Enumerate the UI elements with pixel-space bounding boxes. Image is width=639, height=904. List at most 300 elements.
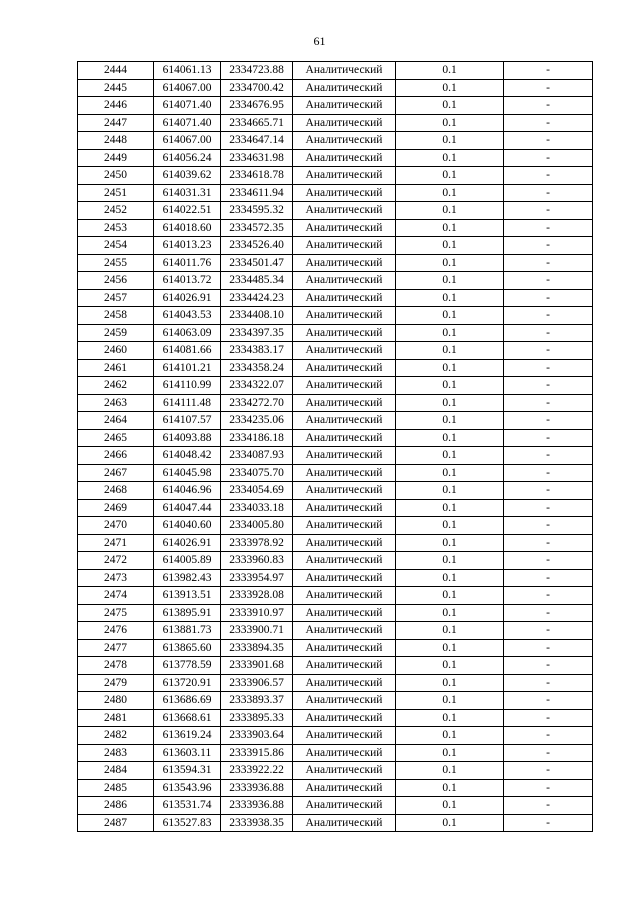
x-coordinate-cell: 614022.51 — [154, 202, 221, 220]
accuracy-cell: 0.1 — [396, 202, 504, 220]
description-cell: - — [504, 184, 593, 202]
method-cell: Аналитический — [293, 412, 396, 430]
accuracy-cell: 0.1 — [396, 132, 504, 150]
accuracy-cell: 0.1 — [396, 814, 504, 832]
accuracy-cell: 0.1 — [396, 709, 504, 727]
x-coordinate-cell: 613865.60 — [154, 639, 221, 657]
x-coordinate-cell: 614005.89 — [154, 552, 221, 570]
table-row — [78, 202, 593, 220]
x-coordinate-cell: 614013.23 — [154, 237, 221, 255]
table-row — [78, 482, 593, 500]
y-coordinate-cell: 2333906.57 — [221, 674, 293, 692]
point-number-cell: 2454 — [78, 237, 154, 255]
table-row — [78, 692, 593, 710]
accuracy-cell: 0.1 — [396, 114, 504, 132]
table-row — [78, 184, 593, 202]
point-number-cell: 2453 — [78, 219, 154, 237]
accuracy-cell: 0.1 — [396, 184, 504, 202]
description-cell: - — [504, 552, 593, 570]
accuracy-cell: 0.1 — [396, 237, 504, 255]
accuracy-cell: 0.1 — [396, 359, 504, 377]
table-row — [78, 762, 593, 780]
y-coordinate-cell: 2334647.14 — [221, 132, 293, 150]
method-cell: Аналитический — [293, 202, 396, 220]
accuracy-cell: 0.1 — [396, 622, 504, 640]
table-body — [78, 62, 593, 832]
accuracy-cell: 0.1 — [396, 254, 504, 272]
y-coordinate-cell: 2333960.83 — [221, 552, 293, 570]
point-number-cell: 2462 — [78, 377, 154, 395]
table-row — [78, 534, 593, 552]
table-row — [78, 307, 593, 325]
method-cell: Аналитический — [293, 622, 396, 640]
point-number-cell: 2484 — [78, 762, 154, 780]
y-coordinate-cell: 2334408.10 — [221, 307, 293, 325]
y-coordinate-cell: 2334572.35 — [221, 219, 293, 237]
x-coordinate-cell: 613720.91 — [154, 674, 221, 692]
accuracy-cell: 0.1 — [396, 377, 504, 395]
description-cell: - — [504, 674, 593, 692]
x-coordinate-cell: 614093.88 — [154, 429, 221, 447]
y-coordinate-cell: 2334087.93 — [221, 447, 293, 465]
y-coordinate-cell: 2333910.97 — [221, 604, 293, 622]
point-number-cell: 2461 — [78, 359, 154, 377]
description-cell: - — [504, 237, 593, 255]
method-cell: Аналитический — [293, 727, 396, 745]
y-coordinate-cell: 2334005.80 — [221, 517, 293, 535]
x-coordinate-cell: 613543.96 — [154, 779, 221, 797]
x-coordinate-cell: 614040.60 — [154, 517, 221, 535]
description-cell: - — [504, 727, 593, 745]
y-coordinate-cell: 2333928.08 — [221, 587, 293, 605]
accuracy-cell: 0.1 — [396, 744, 504, 762]
y-coordinate-cell: 2333954.97 — [221, 569, 293, 587]
accuracy-cell: 0.1 — [396, 569, 504, 587]
x-coordinate-cell: 613686.69 — [154, 692, 221, 710]
accuracy-cell: 0.1 — [396, 429, 504, 447]
method-cell: Аналитический — [293, 237, 396, 255]
method-cell: Аналитический — [293, 552, 396, 570]
x-coordinate-cell: 614061.13 — [154, 62, 221, 80]
y-coordinate-cell: 2334397.35 — [221, 324, 293, 342]
accuracy-cell: 0.1 — [396, 534, 504, 552]
method-cell: Аналитический — [293, 762, 396, 780]
accuracy-cell: 0.1 — [396, 464, 504, 482]
description-cell: - — [504, 447, 593, 465]
method-cell: Аналитический — [293, 674, 396, 692]
table-row — [78, 622, 593, 640]
description-cell: - — [504, 394, 593, 412]
method-cell: Аналитический — [293, 429, 396, 447]
method-cell: Аналитический — [293, 254, 396, 272]
point-number-cell: 2470 — [78, 517, 154, 535]
x-coordinate-cell: 614026.91 — [154, 534, 221, 552]
x-coordinate-cell: 613895.91 — [154, 604, 221, 622]
description-cell: - — [504, 167, 593, 185]
table-row — [78, 639, 593, 657]
point-number-cell: 2444 — [78, 62, 154, 80]
description-cell: - — [504, 622, 593, 640]
description-cell: - — [504, 324, 593, 342]
accuracy-cell: 0.1 — [396, 307, 504, 325]
description-cell: - — [504, 202, 593, 220]
table-row — [78, 394, 593, 412]
point-number-cell: 2483 — [78, 744, 154, 762]
accuracy-cell: 0.1 — [396, 517, 504, 535]
y-coordinate-cell: 2334631.98 — [221, 149, 293, 167]
x-coordinate-cell: 613982.43 — [154, 569, 221, 587]
table-row — [78, 289, 593, 307]
point-number-cell: 2450 — [78, 167, 154, 185]
point-number-cell: 2456 — [78, 272, 154, 290]
method-cell: Аналитический — [293, 709, 396, 727]
table-row — [78, 429, 593, 447]
method-cell: Аналитический — [293, 307, 396, 325]
point-number-cell: 2479 — [78, 674, 154, 692]
y-coordinate-cell: 2334054.69 — [221, 482, 293, 500]
method-cell: Аналитический — [293, 692, 396, 710]
method-cell: Аналитический — [293, 639, 396, 657]
description-cell: - — [504, 657, 593, 675]
x-coordinate-cell: 614067.00 — [154, 79, 221, 97]
method-cell: Аналитический — [293, 604, 396, 622]
table-row — [78, 149, 593, 167]
method-cell: Аналитический — [293, 184, 396, 202]
y-coordinate-cell: 2333978.92 — [221, 534, 293, 552]
accuracy-cell: 0.1 — [396, 482, 504, 500]
accuracy-cell: 0.1 — [396, 674, 504, 692]
description-cell: - — [504, 744, 593, 762]
method-cell: Аналитический — [293, 377, 396, 395]
table-row — [78, 254, 593, 272]
accuracy-cell: 0.1 — [396, 587, 504, 605]
y-coordinate-cell: 2334358.24 — [221, 359, 293, 377]
page-number: 61 — [313, 34, 326, 48]
method-cell: Аналитический — [293, 814, 396, 832]
description-cell: - — [504, 692, 593, 710]
point-number-cell: 2463 — [78, 394, 154, 412]
point-number-cell: 2460 — [78, 342, 154, 360]
table-row — [78, 237, 593, 255]
point-number-cell: 2486 — [78, 797, 154, 815]
point-number-cell: 2467 — [78, 464, 154, 482]
method-cell: Аналитический — [293, 657, 396, 675]
accuracy-cell: 0.1 — [396, 342, 504, 360]
y-coordinate-cell: 2333903.64 — [221, 727, 293, 745]
method-cell: Аналитический — [293, 62, 396, 80]
accuracy-cell: 0.1 — [396, 219, 504, 237]
x-coordinate-cell: 614063.09 — [154, 324, 221, 342]
method-cell: Аналитический — [293, 342, 396, 360]
point-number-cell: 2475 — [78, 604, 154, 622]
table-row — [78, 814, 593, 832]
table-row — [78, 709, 593, 727]
method-cell: Аналитический — [293, 359, 396, 377]
y-coordinate-cell: 2334676.95 — [221, 97, 293, 115]
table-row — [78, 517, 593, 535]
description-cell: - — [504, 534, 593, 552]
x-coordinate-cell: 614081.66 — [154, 342, 221, 360]
accuracy-cell: 0.1 — [396, 692, 504, 710]
y-coordinate-cell: 2334322.07 — [221, 377, 293, 395]
method-cell: Аналитический — [293, 517, 396, 535]
description-cell: - — [504, 639, 593, 657]
coordinates-table — [77, 61, 593, 832]
point-number-cell: 2452 — [78, 202, 154, 220]
accuracy-cell: 0.1 — [396, 394, 504, 412]
point-number-cell: 2451 — [78, 184, 154, 202]
x-coordinate-cell: 613603.11 — [154, 744, 221, 762]
point-number-cell: 2481 — [78, 709, 154, 727]
method-cell: Аналитический — [293, 447, 396, 465]
table-row — [78, 114, 593, 132]
table-row — [78, 167, 593, 185]
x-coordinate-cell: 613531.74 — [154, 797, 221, 815]
table-row — [78, 79, 593, 97]
y-coordinate-cell: 2334526.40 — [221, 237, 293, 255]
table-row — [78, 569, 593, 587]
accuracy-cell: 0.1 — [396, 552, 504, 570]
method-cell: Аналитический — [293, 132, 396, 150]
point-number-cell: 2449 — [78, 149, 154, 167]
method-cell: Аналитический — [293, 114, 396, 132]
accuracy-cell: 0.1 — [396, 289, 504, 307]
accuracy-cell: 0.1 — [396, 62, 504, 80]
description-cell: - — [504, 499, 593, 517]
x-coordinate-cell: 614045.98 — [154, 464, 221, 482]
y-coordinate-cell: 2334700.42 — [221, 79, 293, 97]
table-row — [78, 499, 593, 517]
y-coordinate-cell: 2333936.88 — [221, 779, 293, 797]
table-row — [78, 779, 593, 797]
accuracy-cell: 0.1 — [396, 779, 504, 797]
y-coordinate-cell: 2333894.35 — [221, 639, 293, 657]
y-coordinate-cell: 2333922.22 — [221, 762, 293, 780]
point-number-cell: 2477 — [78, 639, 154, 657]
method-cell: Аналитический — [293, 744, 396, 762]
description-cell: - — [504, 482, 593, 500]
point-number-cell: 2472 — [78, 552, 154, 570]
table-row — [78, 377, 593, 395]
method-cell: Аналитический — [293, 272, 396, 290]
accuracy-cell: 0.1 — [396, 727, 504, 745]
method-cell: Аналитический — [293, 779, 396, 797]
description-cell: - — [504, 272, 593, 290]
accuracy-cell: 0.1 — [396, 324, 504, 342]
table-row — [78, 97, 593, 115]
y-coordinate-cell: 2334611.94 — [221, 184, 293, 202]
method-cell: Аналитический — [293, 97, 396, 115]
point-number-cell: 2474 — [78, 587, 154, 605]
table-row — [78, 272, 593, 290]
table-row — [78, 657, 593, 675]
x-coordinate-cell: 613527.83 — [154, 814, 221, 832]
description-cell: - — [504, 97, 593, 115]
x-coordinate-cell: 614047.44 — [154, 499, 221, 517]
x-coordinate-cell: 613594.31 — [154, 762, 221, 780]
table-row — [78, 464, 593, 482]
table-row — [78, 62, 593, 80]
point-number-cell: 2458 — [78, 307, 154, 325]
description-cell: - — [504, 412, 593, 430]
method-cell: Аналитический — [293, 394, 396, 412]
description-cell: - — [504, 62, 593, 80]
point-number-cell: 2468 — [78, 482, 154, 500]
x-coordinate-cell: 614043.53 — [154, 307, 221, 325]
description-cell: - — [504, 219, 593, 237]
x-coordinate-cell: 614110.99 — [154, 377, 221, 395]
point-number-cell: 2469 — [78, 499, 154, 517]
x-coordinate-cell: 614011.76 — [154, 254, 221, 272]
description-cell: - — [504, 762, 593, 780]
description-cell: - — [504, 814, 593, 832]
x-coordinate-cell: 614046.96 — [154, 482, 221, 500]
y-coordinate-cell: 2333915.86 — [221, 744, 293, 762]
x-coordinate-cell: 613668.61 — [154, 709, 221, 727]
table-row — [78, 797, 593, 815]
method-cell: Аналитический — [293, 569, 396, 587]
accuracy-cell: 0.1 — [396, 604, 504, 622]
accuracy-cell: 0.1 — [396, 149, 504, 167]
method-cell: Аналитический — [293, 289, 396, 307]
table-row — [78, 587, 593, 605]
accuracy-cell: 0.1 — [396, 412, 504, 430]
point-number-cell: 2466 — [78, 447, 154, 465]
description-cell: - — [504, 132, 593, 150]
table-row — [78, 132, 593, 150]
x-coordinate-cell: 614056.24 — [154, 149, 221, 167]
description-cell: - — [504, 464, 593, 482]
point-number-cell: 2447 — [78, 114, 154, 132]
accuracy-cell: 0.1 — [396, 797, 504, 815]
y-coordinate-cell: 2334665.71 — [221, 114, 293, 132]
description-cell: - — [504, 342, 593, 360]
description-cell: - — [504, 79, 593, 97]
table-row — [78, 744, 593, 762]
x-coordinate-cell: 614018.60 — [154, 219, 221, 237]
y-coordinate-cell: 2334595.32 — [221, 202, 293, 220]
x-coordinate-cell: 614048.42 — [154, 447, 221, 465]
x-coordinate-cell: 613913.51 — [154, 587, 221, 605]
point-number-cell: 2455 — [78, 254, 154, 272]
y-coordinate-cell: 2333938.35 — [221, 814, 293, 832]
method-cell: Аналитический — [293, 797, 396, 815]
point-number-cell: 2465 — [78, 429, 154, 447]
description-cell: - — [504, 149, 593, 167]
description-cell: - — [504, 377, 593, 395]
y-coordinate-cell: 2334272.70 — [221, 394, 293, 412]
x-coordinate-cell: 614111.48 — [154, 394, 221, 412]
y-coordinate-cell: 2334485.34 — [221, 272, 293, 290]
x-coordinate-cell: 614026.91 — [154, 289, 221, 307]
method-cell: Аналитический — [293, 534, 396, 552]
method-cell: Аналитический — [293, 149, 396, 167]
y-coordinate-cell: 2334235.06 — [221, 412, 293, 430]
method-cell: Аналитический — [293, 219, 396, 237]
point-number-cell: 2445 — [78, 79, 154, 97]
y-coordinate-cell: 2334501.47 — [221, 254, 293, 272]
method-cell: Аналитический — [293, 464, 396, 482]
accuracy-cell: 0.1 — [396, 167, 504, 185]
y-coordinate-cell: 2334383.17 — [221, 342, 293, 360]
x-coordinate-cell: 613881.73 — [154, 622, 221, 640]
description-cell: - — [504, 569, 593, 587]
point-number-cell: 2471 — [78, 534, 154, 552]
table-row — [78, 604, 593, 622]
description-cell: - — [504, 797, 593, 815]
y-coordinate-cell: 2334723.88 — [221, 62, 293, 80]
y-coordinate-cell: 2334033.18 — [221, 499, 293, 517]
point-number-cell: 2464 — [78, 412, 154, 430]
y-coordinate-cell: 2334618.78 — [221, 167, 293, 185]
x-coordinate-cell: 614013.72 — [154, 272, 221, 290]
table-row — [78, 412, 593, 430]
table-row — [78, 342, 593, 360]
description-cell: - — [504, 709, 593, 727]
point-number-cell: 2448 — [78, 132, 154, 150]
method-cell: Аналитический — [293, 167, 396, 185]
description-cell: - — [504, 254, 593, 272]
point-number-cell: 2459 — [78, 324, 154, 342]
accuracy-cell: 0.1 — [396, 639, 504, 657]
accuracy-cell: 0.1 — [396, 97, 504, 115]
accuracy-cell: 0.1 — [396, 657, 504, 675]
y-coordinate-cell: 2334075.70 — [221, 464, 293, 482]
description-cell: - — [504, 307, 593, 325]
description-cell: - — [504, 587, 593, 605]
y-coordinate-cell: 2334186.18 — [221, 429, 293, 447]
table-row — [78, 552, 593, 570]
point-number-cell: 2478 — [78, 657, 154, 675]
x-coordinate-cell: 613778.59 — [154, 657, 221, 675]
x-coordinate-cell: 614071.40 — [154, 97, 221, 115]
accuracy-cell: 0.1 — [396, 79, 504, 97]
table-row — [78, 219, 593, 237]
accuracy-cell: 0.1 — [396, 762, 504, 780]
point-number-cell: 2476 — [78, 622, 154, 640]
x-coordinate-cell: 614107.57 — [154, 412, 221, 430]
point-number-cell: 2487 — [78, 814, 154, 832]
point-number-cell: 2480 — [78, 692, 154, 710]
x-coordinate-cell: 614101.21 — [154, 359, 221, 377]
x-coordinate-cell: 614031.31 — [154, 184, 221, 202]
description-cell: - — [504, 114, 593, 132]
description-cell: - — [504, 517, 593, 535]
description-cell: - — [504, 359, 593, 377]
point-number-cell: 2457 — [78, 289, 154, 307]
point-number-cell: 2482 — [78, 727, 154, 745]
description-cell: - — [504, 779, 593, 797]
method-cell: Аналитический — [293, 499, 396, 517]
table-row — [78, 324, 593, 342]
point-number-cell: 2446 — [78, 97, 154, 115]
y-coordinate-cell: 2333901.68 — [221, 657, 293, 675]
y-coordinate-cell: 2333893.37 — [221, 692, 293, 710]
table-row — [78, 674, 593, 692]
point-number-cell: 2485 — [78, 779, 154, 797]
y-coordinate-cell: 2333900.71 — [221, 622, 293, 640]
description-cell: - — [504, 604, 593, 622]
method-cell: Аналитический — [293, 587, 396, 605]
method-cell: Аналитический — [293, 324, 396, 342]
method-cell: Аналитический — [293, 79, 396, 97]
point-number-cell: 2473 — [78, 569, 154, 587]
accuracy-cell: 0.1 — [396, 499, 504, 517]
accuracy-cell: 0.1 — [396, 447, 504, 465]
description-cell: - — [504, 429, 593, 447]
x-coordinate-cell: 613619.24 — [154, 727, 221, 745]
accuracy-cell: 0.1 — [396, 272, 504, 290]
